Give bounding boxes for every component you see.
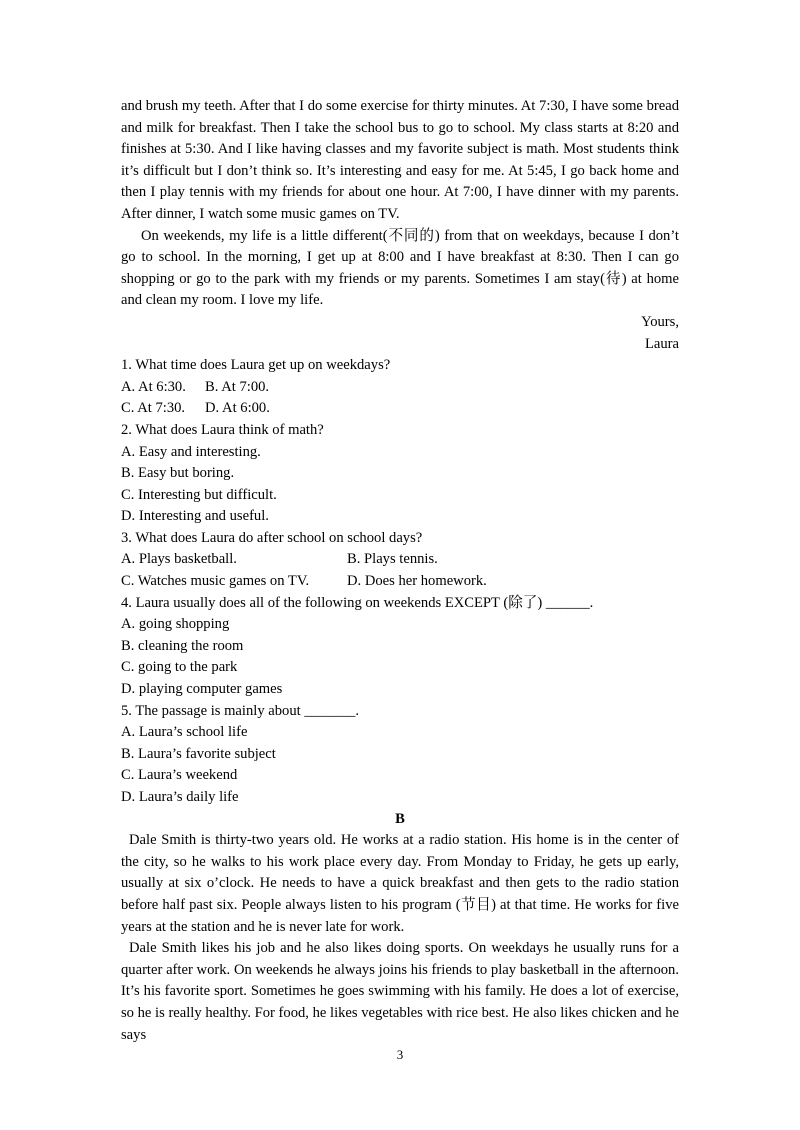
question-3-options-row-2 (121, 571, 679, 593)
question-4-stem: 4. Laura usually does all of the following on weekends EXCEPT (除了) ______. (121, 594, 594, 611)
question-5-option-c: C. Laura’s weekend (121, 767, 238, 784)
question-3-option-b: B. Plays tennis. (347, 551, 438, 568)
question-5-option-a: A. Laura’s school life (121, 724, 248, 741)
question-5-option-b: B. Laura’s favorite subject (121, 745, 276, 762)
question-1-option-d: D. At 6:00. (205, 400, 270, 417)
passage-a-paragraph-2: On weekends, my life is a little different(不同的) from that on weekdays, because I don’t go to school. In the morning, I get up at 8:00 and I have breakfast at 8:30. Then I can go shopping or go to the park with my friends or my parents. Sometimes I am stay(待) at home and clean my room. I love my life. (121, 227, 679, 309)
question-3-option-a: A. Plays basketball. (121, 551, 237, 568)
question-4-option-a: A. going shopping (121, 616, 230, 633)
question-1-option-c: C. At 7:30. (121, 400, 186, 417)
passage-b-paragraph-1: Dale Smith is thirty-two years old. He works at a radio station. His home is in the center of the city, so he walks to his work place every day. From Monday to Friday, he gets up early, usually at six o’clock. He needs to have a quick breakfast and then gets to the radio station before half past six. People always listen to his program (节目) at that time. He works for five years at the station and he is never late for work. (121, 832, 679, 935)
question-1-stem: 1. What time does Laura get up on weekdays? (121, 357, 391, 374)
letter-signature: Laura (644, 335, 679, 352)
question-1-options-row-1 (121, 377, 679, 399)
passage-b-paragraph-2: Dale Smith likes his job and he also likes doing sports. On weekdays he usually runs for a quarter after work. On weekends he always joins his friends to play basketball in the afternoon. It’s his favorite sport. Sometimes he goes swimming with his family. He does a lot of exercise, so he is really healthy. For food, he likes vegetables with rice best. He also likes chicken and he says (121, 940, 679, 1043)
question-3-option-d: D. Does her homework. (347, 573, 487, 590)
question-2-option-b: B. Easy but boring. (121, 465, 235, 482)
question-4-option-d: D. playing computer games (121, 681, 283, 698)
question-1-option-b: B. At 7:00. (205, 378, 270, 395)
question-3-options-row-1 (121, 549, 679, 571)
question-2-stem: 2. What does Laura think of math? (121, 421, 324, 438)
question-1-option-a: A. At 6:30. (121, 378, 186, 395)
page-number: 3 (396, 1047, 404, 1062)
passage-a-paragraph-1: and brush my teeth. After that I do some exercise for thirty minutes. At 7:30, I have some bread and milk for breakfast. Then I take the school bus to go to school. My class starts at 8:20 and finishes at 5:30. And I like having classes and my favorite subject is math. Most students think it’s difficult but I don’t think so. It’s interesting and easy for me. At 5:45, I go back home and then I play tennis with my friends for about one hour. At 7:00, I have dinner with my parents. After dinner, I watch some music games on TV. (121, 98, 679, 222)
question-1-options-row-2 (121, 398, 679, 420)
question-4-option-c: C. going to the park (121, 659, 238, 676)
question-5-option-d: D. Laura’s daily life (121, 789, 239, 805)
question-5-stem: 5. The passage is mainly about _______. (121, 702, 360, 719)
question-3-stem: 3. What does Laura do after school on school days? (121, 529, 423, 546)
question-2-option-a: A. Easy and interesting. (121, 443, 261, 460)
question-4-option-b: B. cleaning the room (121, 637, 244, 654)
question-2-option-c: C. Interesting but difficult. (121, 486, 277, 503)
letter-closing: Yours, (641, 313, 679, 330)
section-b-heading: B (395, 810, 405, 827)
question-2-option-d: D. Interesting and useful. (121, 508, 269, 525)
question-3-option-c: C. Watches music games on TV. (121, 573, 310, 590)
page-content (121, 96, 679, 1046)
